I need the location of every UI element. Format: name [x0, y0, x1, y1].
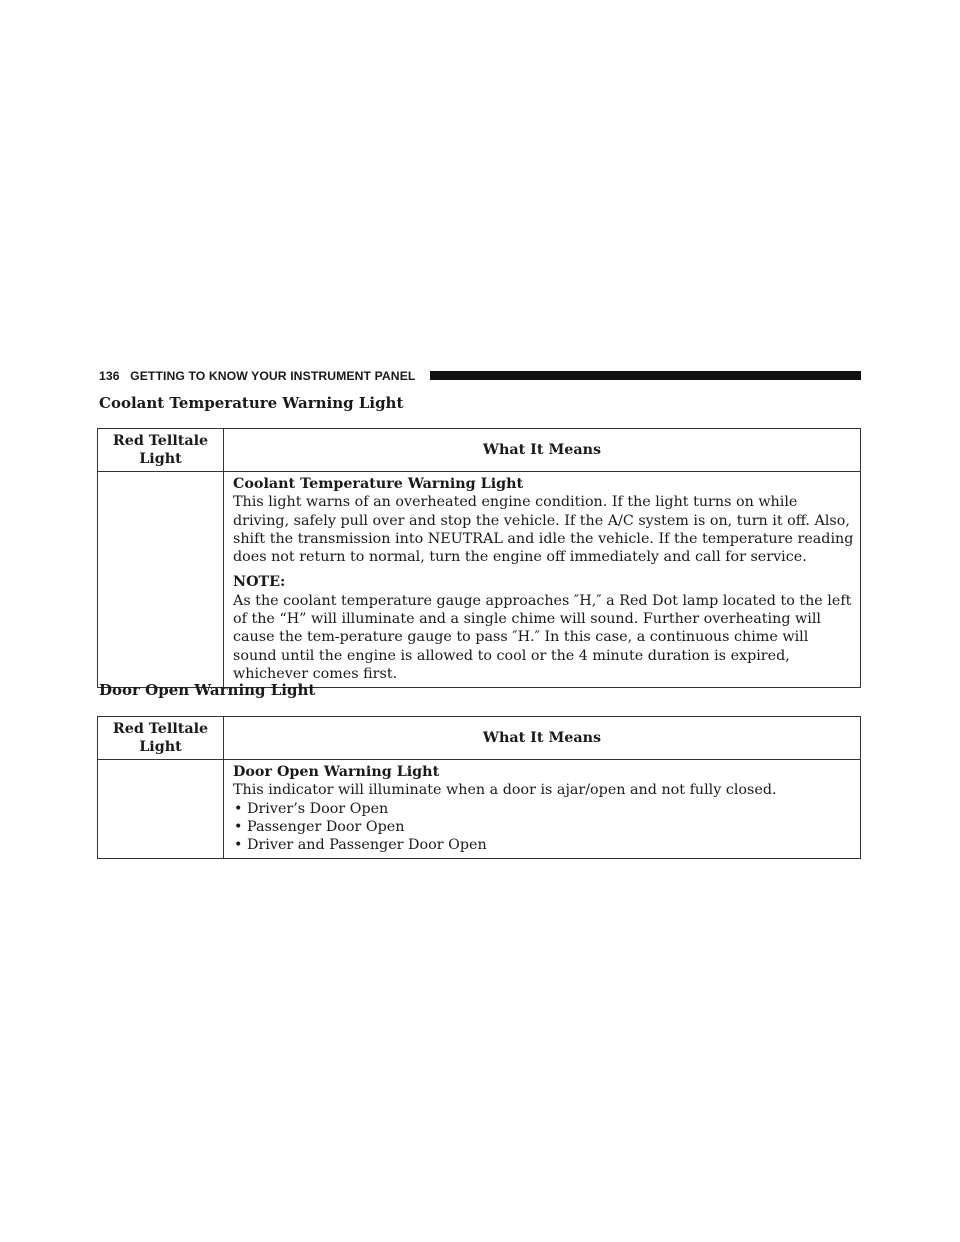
list-item-text: Passenger Door Open — [247, 818, 405, 835]
list-item — [233, 836, 854, 854]
list-item — [233, 818, 854, 836]
col-header-line-1: Red Telltale — [112, 720, 209, 737]
col-header-what-it-means: What It Means — [224, 717, 861, 760]
telltale-icon-cell — [98, 760, 224, 859]
chapter-title: GETTING TO KNOW YOUR INSTRUMENT PANEL — [130, 369, 416, 383]
note-text: As the coolant temperature gauge approaches ″H,″ a Red Dot lamp located to the left of the “H” will illuminate and a single chime will sound. Further overheating will cause the tem-perature gauge to pass ″H.″ In this case, a continuous chime will sound until the engine is allowed to cool or the 4 minute duration is expired, whichever comes first. — [233, 592, 852, 682]
table-row — [98, 472, 861, 688]
table-header-row — [98, 717, 861, 760]
list-item-text: Driver and Passenger Door Open — [247, 837, 487, 854]
bullet-icon: • — [234, 837, 243, 854]
note-label: NOTE: — [233, 574, 286, 591]
page-number: 136 — [99, 369, 120, 383]
list-item-text: Driver’s Door Open — [247, 800, 389, 817]
item-description: This indicator will illuminate when a door is ajar/open and not fully closed. — [233, 782, 777, 799]
col-header-line-2: Light — [139, 451, 182, 467]
telltale-icon-cell — [98, 472, 224, 688]
item-description: This light warns of an overheated engine condition. If the light turns on while driving, safely pull over and stop the vehicle. If the A/C system is on, turn it off. Also, shift the transmission into NEUTRAL and idle the vehicle. If the temperature reading does not return to normal, turn the engine off immediately and call for service. — [233, 494, 854, 566]
col-header-line-2: Light — [139, 739, 182, 755]
col-header-red-telltale-light — [98, 429, 224, 472]
section-title-door-open: Door Open Warning Light — [99, 681, 316, 699]
table-header-row — [98, 429, 861, 472]
door-open-telltale-table — [97, 716, 861, 859]
bullet-icon: • — [234, 800, 243, 817]
coolant-telltale-table — [97, 428, 861, 688]
page-header — [99, 369, 861, 383]
section-title-coolant: Coolant Temperature Warning Light — [99, 394, 404, 412]
meaning-cell — [224, 472, 861, 688]
header-rule — [430, 371, 861, 380]
table-row — [98, 760, 861, 859]
item-title: Coolant Temperature Warning Light — [233, 476, 524, 492]
col-header-what-it-means: What It Means — [224, 429, 861, 472]
item-title: Door Open Warning Light — [233, 764, 440, 780]
bullet-icon: • — [234, 818, 243, 835]
door-status-list — [233, 800, 854, 855]
col-header-line-1: Red Telltale — [112, 432, 209, 449]
col-header-red-telltale-light — [98, 717, 224, 760]
list-item — [233, 800, 854, 818]
meaning-cell — [224, 760, 861, 859]
page-header-label — [99, 369, 415, 383]
